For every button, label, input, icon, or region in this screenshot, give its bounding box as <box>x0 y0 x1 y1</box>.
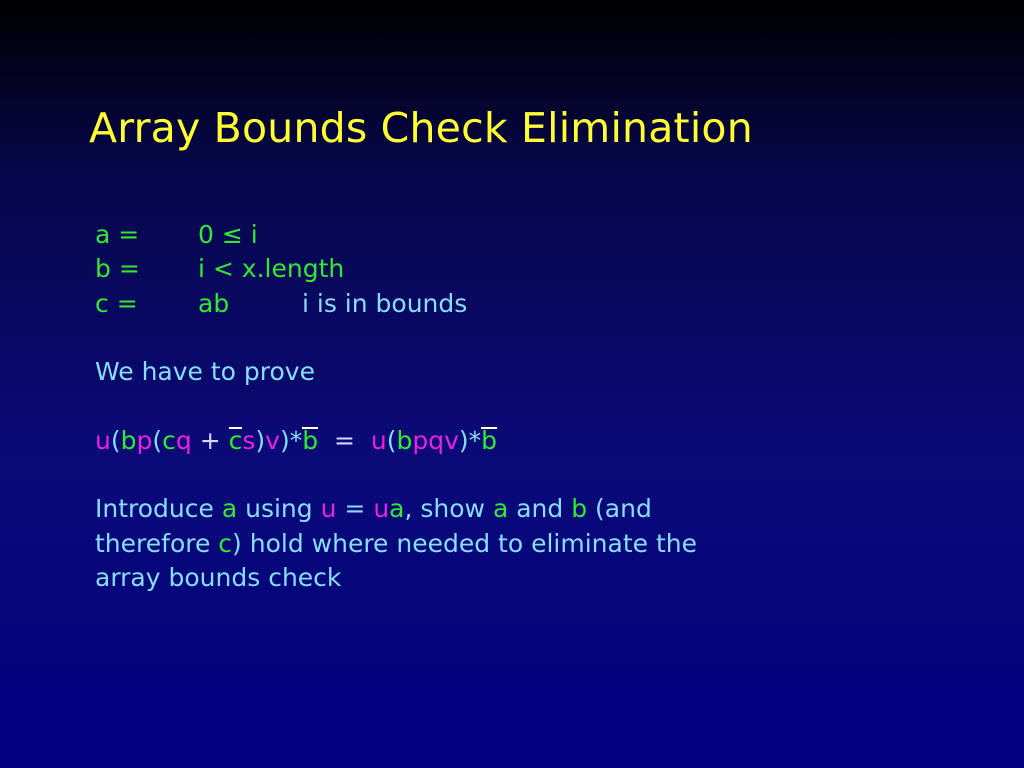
eq-term: u <box>370 425 387 455</box>
intro-var: u <box>373 494 390 524</box>
def-b-name: b = <box>95 254 140 284</box>
slide-body <box>95 218 697 595</box>
intro-var: a <box>221 494 238 524</box>
intro-text: ) hold where needed to eliminate the <box>232 528 697 558</box>
def-b-value: i < x.length <box>198 254 345 284</box>
intro-var: c <box>218 528 233 558</box>
equation <box>95 424 697 458</box>
eq-term: q <box>175 425 192 455</box>
eq-paren: ) <box>255 425 266 455</box>
intro-text: , show <box>404 494 493 524</box>
eq-paren: ( <box>152 425 163 455</box>
definition-b <box>95 252 697 286</box>
eq-term: u <box>95 425 111 455</box>
prove-text: We have to prove <box>95 357 315 387</box>
eq-term: s <box>242 425 256 455</box>
eq-paren: ( <box>110 425 121 455</box>
def-a-value: 0 ≤ i <box>198 220 258 249</box>
intro-var: a <box>492 494 509 524</box>
eq-term-negated: b <box>481 425 498 455</box>
intro-var: a <box>389 494 405 524</box>
intro-line-1 <box>95 492 697 526</box>
intro-text: therefore <box>95 528 219 558</box>
intro-line-3 <box>95 561 697 595</box>
eq-term-negated: c <box>228 425 243 455</box>
intro-line-2 <box>95 527 697 561</box>
eq-equals: = <box>318 425 371 455</box>
eq-term-negated: b <box>302 425 319 455</box>
eq-term: p <box>136 425 153 455</box>
slide-title: Array Bounds Check Elimination <box>89 104 753 152</box>
def-c-note: i is in bounds <box>302 288 468 318</box>
definition-c <box>95 287 697 321</box>
eq-term: b <box>120 425 137 455</box>
eq-term: b <box>396 425 413 455</box>
eq-term: v <box>265 425 280 455</box>
eq-term: pqv <box>412 425 459 455</box>
intro-text: array bounds check <box>95 562 342 592</box>
intro-text: (and <box>587 494 652 524</box>
intro-text: Introduce <box>95 494 222 524</box>
intro-var: u <box>320 494 337 524</box>
definition-a <box>95 218 697 252</box>
intro-text: using <box>237 494 321 524</box>
intro-var: b <box>571 494 588 524</box>
eq-paren: )* <box>279 425 303 455</box>
eq-paren: ( <box>386 425 397 455</box>
eq-operator: + <box>191 425 229 455</box>
def-c-value: ab <box>198 288 230 318</box>
def-a-name: a = <box>95 220 140 249</box>
intro-text: and <box>508 494 572 524</box>
eq-term: c <box>162 425 176 455</box>
eq-paren: )* <box>458 425 482 455</box>
intro-text: = <box>336 494 374 524</box>
def-c-name: c = <box>95 288 138 318</box>
